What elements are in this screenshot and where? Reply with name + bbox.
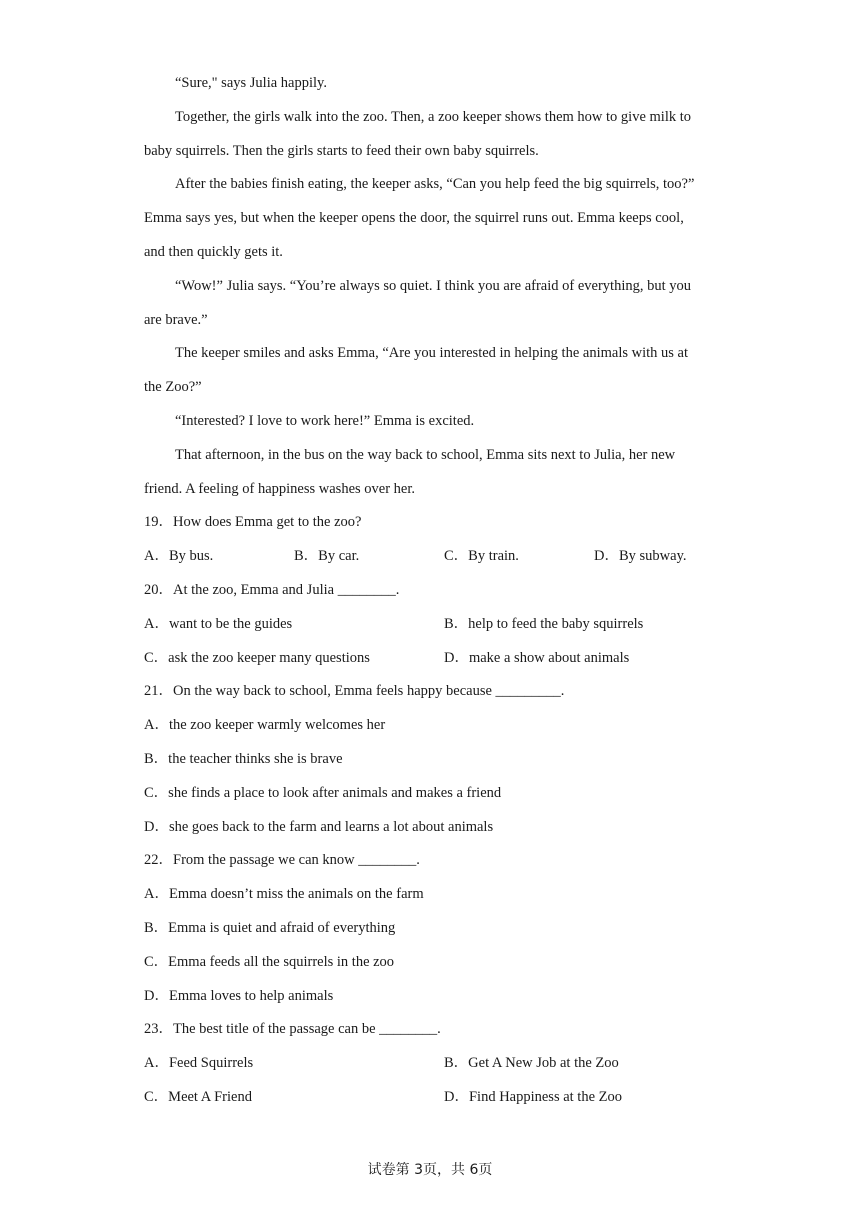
question-23-option-c: C．Meet A Friend — [144, 1089, 252, 1105]
passage-line: That afternoon, in the bus on the way back to school, Emma sits next to Julia, her new — [175, 447, 676, 463]
page-footer: 试卷第 3页，共 6页 — [367, 1162, 493, 1178]
question-19-stem: 19．How does Emma get to the zoo? — [144, 514, 362, 530]
passage-line: The keeper smiles and asks Emma, “Are you interested in helping the animals with us at — [175, 345, 689, 361]
passage-line: and then quickly gets it. — [144, 244, 283, 260]
passage-line: Emma says yes, but when the keeper opens the door, the squirrel runs out. Emma keeps cool, — [144, 210, 684, 226]
question-22-stem: 22．From the passage we can know ________. — [144, 852, 420, 868]
passage-line: “Wow!” Julia says. “You’re always so quiet. I think you are afraid of everything, but you — [175, 278, 692, 294]
question-21-option-a: A．the zoo keeper warmly welcomes her — [144, 717, 386, 733]
passage-line: “Sure," says Julia happily. — [175, 75, 327, 91]
question-22-option-c: C．Emma feeds all the squirrels in the zoo — [144, 954, 395, 970]
question-21-stem: 21．On the way back to school, Emma feels happy because _________. — [144, 683, 565, 699]
question-21-option-b: B．the teacher thinks she is brave — [144, 751, 343, 767]
question-23-option-a: A．Feed Squirrels — [144, 1055, 254, 1071]
question-23-option-d: D．Find Happiness at the Zoo — [444, 1089, 623, 1105]
question-19-option-a: A．By bus. — [144, 548, 214, 564]
question-23-stem: 23．The best title of the passage can be ________. — [144, 1021, 441, 1037]
question-21-option-d: D．she goes back to the farm and learns a lot about animals — [144, 819, 494, 835]
question-20-option-c: C．ask the zoo keeper many questions — [144, 650, 370, 666]
question-20-stem: 20．At the zoo, Emma and Julia ________. — [144, 582, 400, 598]
passage-line: are brave.” — [144, 312, 208, 328]
question-19-option-c: C．By train. — [444, 548, 519, 564]
passage-line: friend. A feeling of happiness washes over her. — [144, 481, 415, 497]
question-22-option-d: D．Emma loves to help animals — [144, 988, 334, 1004]
passage-line: baby squirrels. Then the girls starts to feed their own baby squirrels. — [144, 143, 539, 159]
question-20-option-b: B．help to feed the baby squirrels — [444, 616, 644, 632]
question-21-option-c: C．she finds a place to look after animals and makes a friend — [144, 785, 502, 801]
question-20-option-a: A．want to be the guides — [144, 616, 293, 632]
passage-line: the Zoo?” — [144, 379, 202, 395]
question-19-option-b: B．By car. — [294, 548, 360, 564]
question-22-option-a: A．Emma doesn’t miss the animals on the farm — [144, 886, 424, 902]
question-20-option-d: D．make a show about animals — [444, 650, 630, 666]
question-19-option-d: D．By subway. — [594, 548, 687, 564]
question-22-option-b: B．Emma is quiet and afraid of everything — [144, 920, 396, 936]
passage-line: “Interested? I love to work here!” Emma is excited. — [175, 413, 475, 429]
question-23-option-b: B．Get A New Job at the Zoo — [444, 1055, 619, 1071]
passage-line: Together, the girls walk into the zoo. Then, a zoo keeper shows them how to give milk to — [175, 109, 691, 125]
passage-line: After the babies finish eating, the keeper asks, “Can you help feed the big squirrels, too?” — [175, 176, 695, 192]
